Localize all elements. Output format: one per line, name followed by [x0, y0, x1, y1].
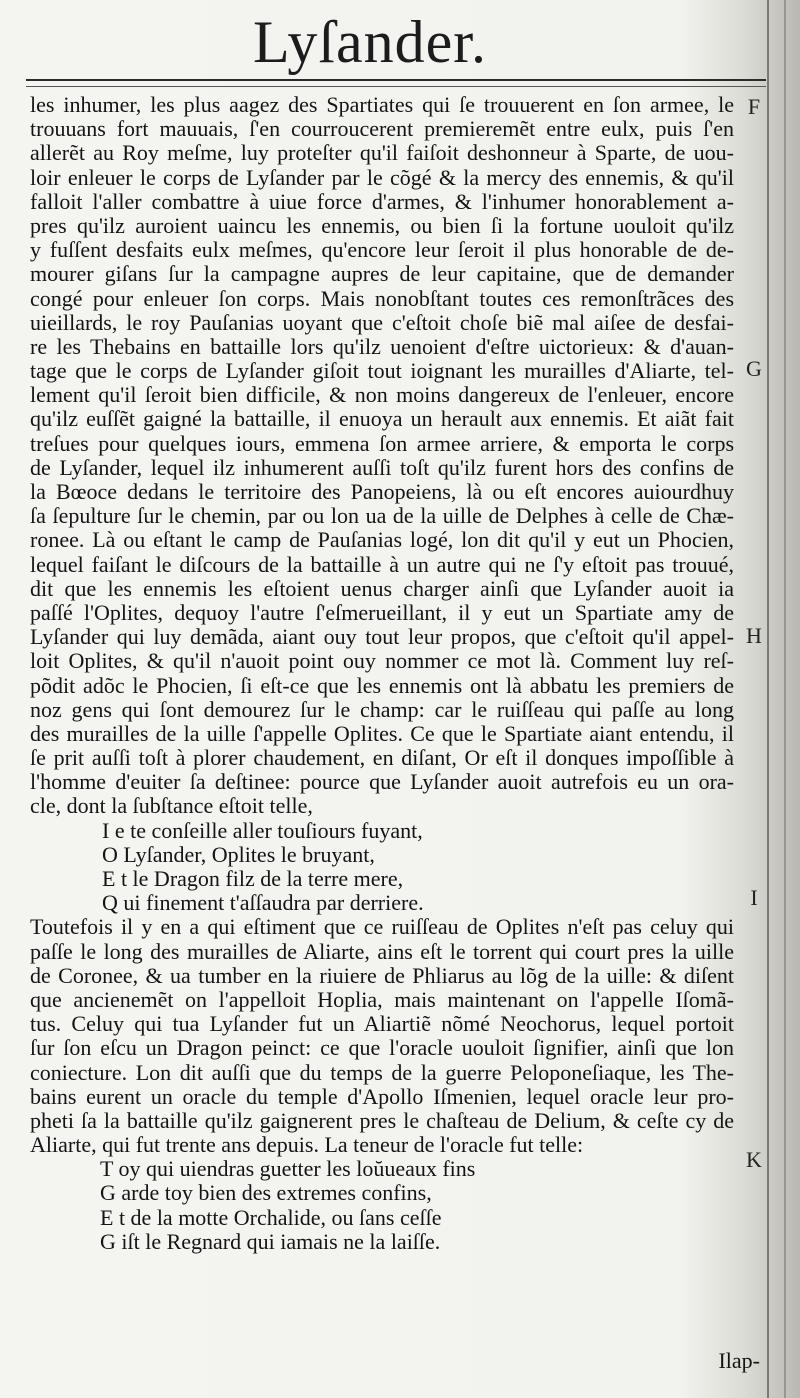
text-line: paſſé l'Oplites, dequoy l'autre ſ'eſmerueillant, il y eut un Spartiate amy de [30, 600, 734, 625]
text-line: ronee. Là ou eſtant le camp de Pauſanias logé, lon dit qu'il y eut un Phocien, [30, 528, 734, 553]
text-line: falloit l'aller combattre à uiue force d'armes, & l'inhumer honorablement a- [30, 189, 734, 214]
text-line: bains eurent un oracle du temple d'Apollo Iſmenien, lequel oracle leur pro- [30, 1084, 734, 1109]
page-edge-outer [784, 0, 786, 1398]
text-line: uieillards, le roy Pauſanias uoyant que c'eſtoit choſe biẽ mal aiſee de desfai- [30, 310, 734, 335]
verse-line: E t le Dragon filz de la terre mere, [102, 867, 404, 891]
margin-letter-i: I [750, 885, 758, 910]
text-line: qu'ilz euſſẽt gaigné la battaille, il enuoya un herault aux ennemis. Et aiãt fait [30, 407, 734, 432]
text-line: dit que les ennemis les eſtoient uenus charger ainſi que Lyſander auoit ia [30, 576, 734, 601]
text-line: lement qu'il ſeroit bien difficile, & non moins dangereux de l'enleuer, encore [30, 383, 734, 408]
text-line: pheti ſa la battaille qu'ilz gaignerent pres le chaſteau de Delium, & ceſte cy de [30, 1108, 734, 1133]
margin-letter-k: K [746, 1147, 762, 1172]
text-line: l'homme d'euiter ſa deſtinee: pource que Lyſander auoit autrefois eu un ora- [30, 770, 734, 795]
text-line: treſues pour quelques iours, emmena ſon armee arriere, & emporta le corps [30, 431, 734, 456]
text-line: cle, dont la ſubſtance eſtoit telle, [30, 794, 313, 819]
text-line: trouuans fort mauuais, ſ'en courroucerent premieremẽt entre eulx, puis ſ'en [30, 117, 734, 142]
text-line: pres qu'ilz auroient uaincu les ennemis, ou bien ſi la fortune uouloit qu'ilz [30, 213, 734, 238]
text-line: tus. Celuy qui tua Lyſander fut un Aliartiẽ nõmé Neochorus, lequel portoit [30, 1012, 734, 1037]
text-line: des murailles de la uille ſ'appelle Oplites. Ce que le Spartiate aiant entendu, il [30, 721, 734, 746]
text-line: loit Oplites, & qu'il n'auoit point ouy nommer ce mot là. Comment luy reſ- [30, 649, 734, 674]
verse-line: E t de la motte Orchalide, ou ſans ceſſe [100, 1205, 442, 1230]
text-line: noz gens qui ſont demourez ſur le champ: car le ruiſſeau qui paſſe au long [30, 697, 734, 722]
text-line: ſur ſon eſcu un Dragon peinct: ce que l'oracle uouloit ſignifier, ainſi que lon [30, 1036, 734, 1061]
text-line: Lyſander qui luy demãda, aiant ouy tout leur propos, que c'eſtoit qu'il appel- [30, 625, 734, 650]
verse-line: Q ui finement t'aſſaudra par derriere. [102, 891, 424, 916]
text-line: lequel faiſant le diſcours de la battaille à un autre qui ne ſ'y eſtoit pas trouué, [30, 552, 734, 577]
margin-letter-h: H [746, 623, 762, 648]
margin-letter-g: G [746, 356, 762, 381]
verse-line: I e te conſeille aller touſiours fuyant, [102, 818, 423, 843]
margin-letter-f: F [747, 94, 761, 119]
text-line: Toutefois il y en a qui eſtiment que ce ruiſſeau de Oplites n'eſt pas celuy qui [30, 915, 734, 940]
text-line: que ancienemẽt on l'appelloit Hoplia, mais maintenant on l'appelle Iſomã- [30, 987, 734, 1012]
text-line: allerẽt au Roy meſme, luy proteſter qu'il faiſoit deshonneur à Sparte, de uou- [30, 141, 734, 166]
text-line: tage que le corps de Lyſander giſoit tout ioignant les murailles d'Aliarte, tel- [30, 359, 734, 384]
text-line: ſe prit auſſi toſt à plorer chaudement, en diſant, Or eſt il donques impoſſible à [30, 746, 734, 771]
text-column [30, 93, 734, 1254]
catchword: Ilap- [718, 1348, 760, 1373]
text-line: ſa ſepulture ſur le chemin, par ou lon ua de la uille de Delphes à celle de Chæ- [30, 504, 734, 529]
verse-line: O Lyſander, Oplites le bruyant, [102, 842, 375, 867]
text-line: la Bœoce dedans le territoire des Panopeiens, là ou eſt encores auiourdhuy [30, 480, 734, 504]
text-line: coniecture. Lon dit auſſi que du temps de la guerre Peloponeſiaque, les The- [30, 1060, 734, 1085]
text-line: de Coronee, & ua tumber en la riuiere de Phliarus au lõg de la uille: & diſent [30, 963, 734, 988]
text-line: y fuſſent desfaits eulx meſmes, qu'encore leur ſeroit il plus honorable de de- [30, 238, 734, 263]
text-line: põdit adõc le Phocien, ſi eſt-ce que les ennemis ont là abbatu les premiers de [30, 673, 734, 698]
verse-line: T oy qui uiendras guetter les loŭueaux fins [100, 1157, 476, 1182]
text-line: re les Thebains en battaille lors qu'ilz uenoient d'eſtre uictorieux: & d'auan- [30, 334, 734, 359]
title-rule-thin [26, 86, 766, 87]
running-title: Lyſander. [253, 9, 487, 75]
text-line: mourer giſans ſur la campagne aupres de leur capitaine, que de demander [30, 262, 734, 287]
text-line: les inhumer, les plus aagez des Spartiates qui ſe trouuerent en ſon armee, le [30, 93, 734, 117]
title-rule [26, 79, 766, 81]
text-line: de Lyſander, lequel ilz inhumerent auſſi toſt qu'ilz furent hors des confins de [30, 455, 734, 480]
text-line: loir enleuer le corps de Lyſander par le cõgé & la mercy des ennemis, & qu'il [30, 165, 734, 190]
verse-line: G arde toy bien des extremes confins, [100, 1181, 432, 1206]
verse-line: G iſt le Regnard qui iamais ne la laiſſe. [100, 1229, 441, 1254]
text-line: Aliarte, qui fut trente ans depuis. La teneur de l'oracle fut telle: [30, 1133, 584, 1158]
page-edge [767, 0, 769, 1398]
text-line: congé pour enleuer ſon corps. Mais nonobſtant toutes ces remonſtrãces des [30, 286, 734, 311]
text-line: paſſe le long des murailles de Aliarte, ains eſt le torrent qui court pres la uille [30, 939, 734, 964]
